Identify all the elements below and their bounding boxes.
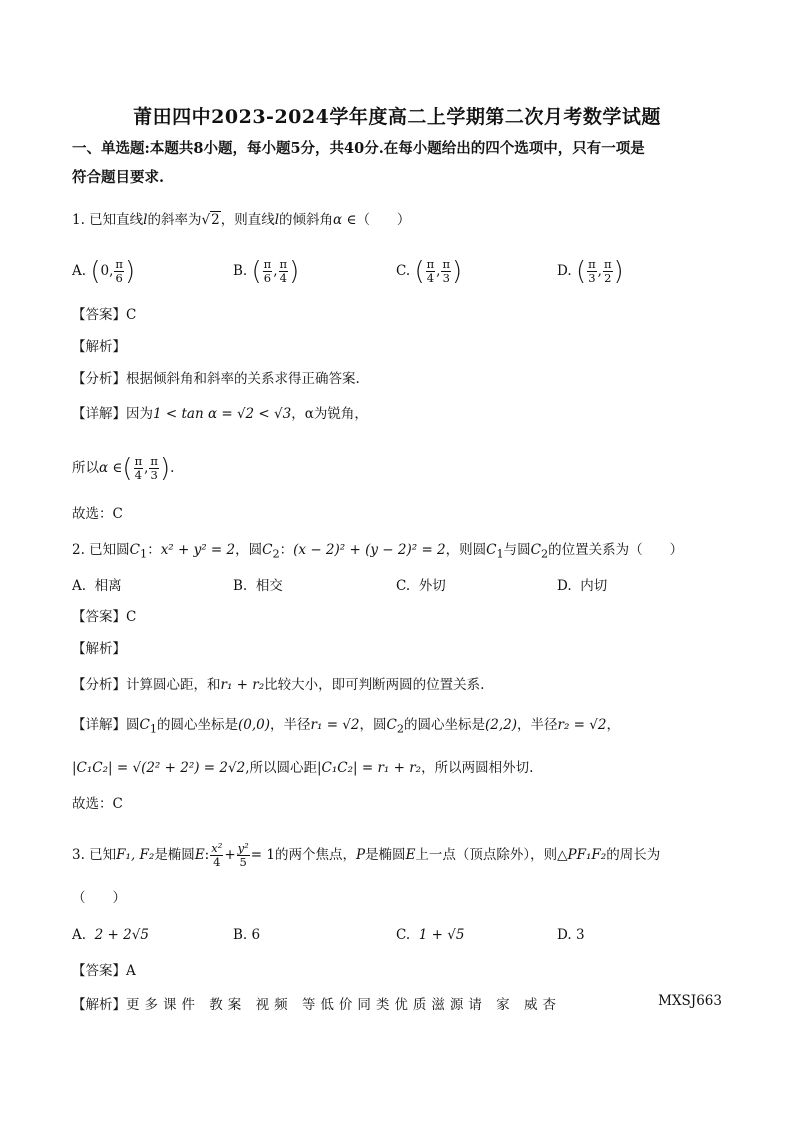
paren-right: ) bbox=[124, 256, 136, 287]
frac-num: π bbox=[115, 257, 123, 271]
footer-code: MXSJ663 bbox=[658, 993, 722, 1009]
answer-value: C bbox=[126, 307, 137, 323]
fraction bbox=[426, 258, 436, 285]
answer-tag: 【答案】 bbox=[72, 609, 126, 625]
frac-den: 5 bbox=[239, 855, 247, 869]
answer-value: C bbox=[126, 609, 137, 625]
footer-ad-text: 更多课件 教案 视频 等低价同类优质滋源请 家 威杏 bbox=[126, 997, 561, 1013]
footer-ad-line bbox=[72, 993, 722, 1013]
xiangjie-text: ,所以圆心距 bbox=[245, 760, 317, 776]
frac-den: 3 bbox=[442, 271, 450, 285]
frac-den: 4 bbox=[279, 271, 287, 285]
q1-option-c-label: C. bbox=[396, 263, 411, 279]
q1-inequality: 1 < tan α = √2 < √3 bbox=[153, 406, 292, 422]
frac-den: 3 bbox=[150, 468, 158, 482]
q3-ellipse-e: E bbox=[194, 847, 205, 863]
colon: ： bbox=[147, 542, 161, 558]
q2-c1: C bbox=[486, 542, 497, 558]
answer-tag: 【答案】 bbox=[72, 307, 126, 323]
q1-option-a-left: 0 bbox=[100, 263, 110, 279]
option-text: 内切 bbox=[580, 578, 608, 594]
q2-option-b bbox=[233, 576, 283, 596]
conclusion-text: 所以 bbox=[72, 460, 99, 476]
q1-sqrt2-rad: 2 bbox=[211, 212, 220, 228]
q2-stem bbox=[72, 540, 683, 565]
q1-line-l: l bbox=[274, 212, 280, 228]
option-text: 外切 bbox=[418, 578, 446, 594]
q2-r2: r₂ = √2 bbox=[557, 717, 607, 733]
xiangjie-text: ，圆 bbox=[359, 717, 387, 733]
paren-left: ( bbox=[122, 453, 133, 484]
q2-r1r2: r₁ + r₂ bbox=[220, 677, 265, 693]
paren-left: ( bbox=[575, 256, 587, 287]
q2-option-c bbox=[396, 576, 446, 596]
q1-line-l: l bbox=[143, 212, 148, 228]
frac-num: π bbox=[263, 257, 272, 271]
xiangjie-text: ，α为锐角， bbox=[291, 406, 368, 422]
fraction bbox=[441, 258, 451, 285]
q1-alpha: α ∈ bbox=[99, 460, 123, 476]
frac-num: π bbox=[603, 257, 612, 271]
q2-distance bbox=[72, 758, 533, 778]
option-label: C. bbox=[396, 578, 411, 594]
option-text: 1 + √5 bbox=[418, 927, 465, 943]
fraction bbox=[114, 258, 124, 285]
q2-c1-sub: 1 bbox=[149, 722, 158, 736]
q2-circle2-eq: (x − 2)² + (y − 2)² = 2 bbox=[293, 542, 446, 558]
q3-stem-text: 是椭圆 bbox=[154, 847, 195, 863]
q2-stem-text: ，圆 bbox=[235, 542, 263, 558]
q1-conclusion: 所以α ∈( $\frac{\pi}{4}$ , $\frac{\pi}{3}$ ). bbox=[72, 453, 175, 484]
option-label: B. bbox=[233, 578, 248, 594]
q2-xiangjie bbox=[72, 715, 620, 740]
q3-foci: F₁, F₂ bbox=[116, 847, 155, 863]
frac-num: π bbox=[134, 454, 143, 468]
q2-center1: (0,0) bbox=[238, 717, 271, 733]
q3-option-b bbox=[233, 925, 260, 945]
q1-stem-text: 的斜率为 bbox=[147, 212, 202, 228]
fenxi-text: 比较大小，即可判断两圆的位置关系. bbox=[264, 677, 485, 693]
q2-fenxi bbox=[72, 675, 484, 695]
q1-option-b-label: B. bbox=[233, 263, 248, 279]
q2-center-distance: |C₁C₂| = √(2² + 2²) = 2√2 bbox=[72, 760, 246, 776]
q2-stem-text: 2. 已知圆 bbox=[72, 542, 130, 558]
paren-right: ) bbox=[289, 256, 300, 287]
q1-answer bbox=[72, 305, 136, 325]
plus: + bbox=[224, 847, 236, 863]
q3-option-d bbox=[557, 925, 585, 945]
frac-den: 4 bbox=[134, 468, 142, 482]
frac-den: 6 bbox=[263, 271, 272, 285]
q3-paren: （ ） bbox=[72, 890, 126, 906]
fenxi-tag: 【分析】 bbox=[72, 677, 126, 693]
option-label: B. bbox=[233, 927, 248, 943]
option-text: 相离 bbox=[94, 578, 122, 594]
xiangjie-text: 的圆心坐标是 bbox=[157, 717, 239, 733]
frac-num: π bbox=[279, 257, 288, 271]
q3-triangle: △PF₁F₂ bbox=[557, 847, 607, 863]
q1-option-d: D. ( $\frac{\pi}{3}$ , $\frac{\pi}{2}$ ) bbox=[557, 256, 624, 287]
xiangjie-text: 因为 bbox=[126, 406, 153, 422]
q2-c2-sub: 2 bbox=[272, 547, 280, 561]
xiangjie-text: 圆 bbox=[126, 717, 140, 733]
q1-paren: （ ） bbox=[356, 212, 411, 228]
q3-option-c bbox=[396, 925, 464, 945]
q3-answer bbox=[72, 961, 136, 981]
q3-stem-text: 的两个焦点， bbox=[274, 847, 356, 863]
q2-c1: C bbox=[139, 717, 150, 733]
option-label: D. bbox=[557, 578, 572, 594]
q3-stem-text: 是椭圆 bbox=[365, 847, 406, 863]
q2-c1-sub: 1 bbox=[496, 547, 504, 561]
q1-option-d-label: D. bbox=[557, 263, 572, 279]
paren-left: ( bbox=[90, 256, 101, 287]
section-heading-line1: 一、单选题:本题共8小题，每小题5分，共40分.在每小题给出的四个选项中，只有一项是 bbox=[72, 140, 645, 157]
q1-stem bbox=[72, 210, 410, 230]
fraction bbox=[603, 258, 613, 285]
q2-answer bbox=[72, 607, 136, 627]
q3-ellipse-e: E bbox=[405, 847, 416, 863]
section-heading bbox=[72, 134, 732, 192]
q2-center2: (2,2) bbox=[485, 717, 518, 733]
q2-option-a bbox=[72, 576, 122, 596]
q2-distance-eq: |C₁C₂| = r₁ + r₂ bbox=[316, 760, 422, 776]
frac-den: 2 bbox=[604, 271, 612, 285]
equals-one: = 1 bbox=[250, 847, 275, 863]
paren-right: ) bbox=[452, 256, 463, 287]
frac-num: π bbox=[442, 257, 451, 271]
answer-value: A bbox=[126, 963, 136, 979]
frac-den: 6 bbox=[115, 271, 123, 285]
frac-den: 3 bbox=[588, 271, 596, 285]
option-text: 相交 bbox=[255, 578, 283, 594]
q2-c2: C bbox=[386, 717, 397, 733]
q3-option-a bbox=[72, 925, 149, 945]
frac-den: 4 bbox=[426, 271, 435, 285]
q1-jiexi: 【解析】 bbox=[72, 339, 126, 355]
q2-r1: r₁ = √2 bbox=[310, 717, 360, 733]
q2-jiexi: 【解析】 bbox=[72, 641, 126, 657]
option-text: 3 bbox=[575, 927, 585, 943]
option-text: 2 + 2√5 bbox=[94, 927, 149, 943]
fraction bbox=[237, 842, 250, 869]
frac-num: y² bbox=[237, 841, 249, 855]
period: . bbox=[170, 460, 175, 476]
xiangjie-text: ，半径 bbox=[270, 717, 311, 733]
fenxi-text: 根据倾斜角和斜率的关系求得正确答案. bbox=[126, 371, 360, 387]
q1-guxuan: 故选：C bbox=[72, 506, 123, 522]
q1-option-b: B. ( $\frac{\pi}{6}$ , $\frac{\pi}{4}$ ) bbox=[233, 256, 300, 287]
option-label: A. bbox=[72, 927, 87, 943]
frac-num: x² bbox=[211, 841, 223, 855]
q3-point-p: P bbox=[355, 847, 366, 863]
q2-guxuan: 故选：C bbox=[72, 796, 123, 812]
q2-c2: C bbox=[262, 542, 273, 558]
q2-c2: C bbox=[530, 542, 541, 558]
section-heading-line2: 符合题目要求. bbox=[72, 169, 165, 186]
fenxi-text: 计算圆心距，和 bbox=[126, 677, 221, 693]
q2-c1-sub: 1 bbox=[140, 547, 148, 561]
q1-xiangjie bbox=[72, 404, 368, 424]
footer-tag: 【解析】 bbox=[72, 997, 126, 1013]
q1-stem-text: ，则直线 bbox=[220, 212, 275, 228]
q3-stem-text: 3. 已知 bbox=[72, 847, 117, 863]
q1-stem-text: 1. 已知直线 bbox=[72, 212, 144, 228]
paren-left: ( bbox=[251, 256, 262, 287]
xiangjie-tag: 【详解】 bbox=[72, 717, 126, 733]
q1-alpha: α ∈ bbox=[333, 212, 357, 228]
q3-stem bbox=[72, 842, 660, 869]
xiangjie-text: ，所以两圆相外切. bbox=[421, 760, 534, 776]
page-title: 莆田四中2023-2024学年度高二上学期第二次月考数学试题 bbox=[133, 106, 661, 128]
paren-left: ( bbox=[414, 256, 425, 287]
fraction bbox=[149, 455, 159, 482]
option-label: D. bbox=[557, 927, 572, 943]
xiangjie-text: ，半径 bbox=[517, 717, 558, 733]
paren-right: ) bbox=[159, 453, 171, 484]
q3-stem-text: 的周长为 bbox=[606, 847, 661, 863]
q2-option-d bbox=[557, 576, 607, 596]
xiangjie-tag: 【详解】 bbox=[72, 406, 126, 422]
xiangjie-text: ， bbox=[606, 717, 620, 733]
option-text: 6 bbox=[251, 927, 261, 943]
option-label: C. bbox=[396, 927, 411, 943]
q3-stem-text: 上一点（顶点除外），则 bbox=[415, 847, 558, 863]
q1-option-a-label: A. bbox=[72, 263, 87, 279]
q1-option-c: C. ( $\frac{\pi}{4}$ , $\frac{\pi}{3}$ ) bbox=[396, 256, 463, 287]
fenxi-tag: 【分析】 bbox=[72, 371, 126, 387]
fraction bbox=[210, 842, 223, 869]
colon: : bbox=[204, 847, 210, 863]
option-label: A. bbox=[72, 578, 87, 594]
q2-stem-text: 的位置关系为（ ） bbox=[548, 542, 684, 558]
answer-tag: 【答案】 bbox=[72, 963, 126, 979]
q2-stem-text: ，则圆 bbox=[445, 542, 487, 558]
q1-stem-text: 的倾斜角 bbox=[279, 212, 334, 228]
q2-circle1-eq: x² + y² = 2 bbox=[160, 542, 236, 558]
q2-c1: C bbox=[129, 542, 141, 558]
xiangjie-text: 的圆心坐标是 bbox=[404, 717, 485, 733]
frac-num: π bbox=[588, 257, 596, 271]
q1-option-a: A. (0, $\frac{\pi}{6}$ ) bbox=[72, 256, 136, 287]
paren-right: ) bbox=[613, 256, 624, 287]
q2-c2-sub: 2 bbox=[541, 547, 549, 561]
q1-sqrt2: √2 bbox=[201, 212, 220, 228]
fraction bbox=[263, 258, 273, 285]
fraction bbox=[587, 258, 597, 285]
frac-num: π bbox=[426, 257, 435, 271]
fraction bbox=[279, 258, 289, 285]
frac-den: 4 bbox=[213, 855, 221, 869]
q2-c2-sub: 2 bbox=[396, 722, 404, 736]
colon: ： bbox=[279, 542, 294, 558]
q2-stem-text: 与圆 bbox=[503, 542, 531, 558]
q1-fenxi bbox=[72, 369, 360, 389]
frac-num: π bbox=[150, 454, 158, 468]
fraction bbox=[134, 455, 144, 482]
